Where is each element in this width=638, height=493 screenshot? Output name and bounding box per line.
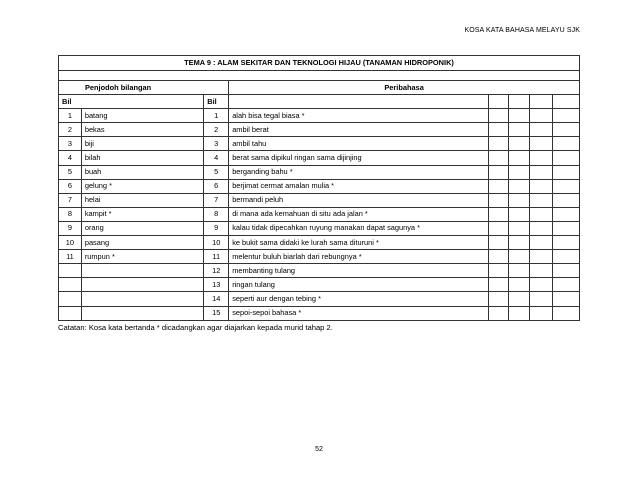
empty-cell: [552, 278, 579, 292]
table-row: [59, 306, 580, 320]
empty-cell: [552, 137, 579, 151]
peribahasa-text: alah bisa tegal biasa *: [229, 109, 488, 123]
table-row: [59, 250, 580, 264]
empty-cell: [530, 123, 553, 137]
table-row: [59, 165, 580, 179]
penjodoh-word: rumpun *: [81, 250, 203, 264]
peribahasa-text: ringan tulang: [229, 278, 488, 292]
table-row: [59, 207, 580, 221]
empty-cell: [488, 278, 509, 292]
empty-cell: [488, 221, 509, 235]
empty-cell: [552, 123, 579, 137]
page-header: KOSA KATA BAHASA MELAYU SJK: [464, 27, 580, 34]
penjodoh-word: bilah: [81, 151, 203, 165]
row-number-left: 7: [59, 193, 82, 207]
penjodoh-word: kampit *: [81, 207, 203, 221]
empty-cell: [509, 250, 530, 264]
table-row: [59, 137, 580, 151]
penjodoh-word: bekas: [81, 123, 203, 137]
row-number-right: 10: [204, 236, 229, 250]
penjodoh-word: [81, 306, 203, 320]
row-number-right: 11: [204, 250, 229, 264]
row-number-left: 4: [59, 151, 82, 165]
penjodoh-word: batang: [81, 109, 203, 123]
empty-cell: [552, 236, 579, 250]
penjodoh-word: [81, 264, 203, 278]
empty-cell: [509, 221, 530, 235]
peribahasa-text: membanting tulang: [229, 264, 488, 278]
table-row: [59, 278, 580, 292]
row-number-right: 15: [204, 306, 229, 320]
penjodoh-word: gelung *: [81, 179, 203, 193]
empty-cell: [488, 207, 509, 221]
empty-cell: [509, 109, 530, 123]
penjodoh-word: helai: [81, 193, 203, 207]
peribahasa-text: sepoi-sepoi bahasa *: [229, 306, 488, 320]
bil-header-left: Bil: [59, 95, 204, 109]
row-number-right: 2: [204, 123, 229, 137]
empty-header-cell: [229, 95, 488, 109]
empty-cell: [488, 193, 509, 207]
empty-cell: [509, 193, 530, 207]
empty-cell: [488, 151, 509, 165]
peribahasa-text: ambil berat: [229, 123, 488, 137]
empty-cell: [552, 109, 579, 123]
empty-cell: [552, 151, 579, 165]
peribahasa-text: berjimat cermat amalan mulia *: [229, 179, 488, 193]
empty-cell: [488, 179, 509, 193]
group-header-peribahasa: Peribahasa: [229, 81, 580, 95]
spacer-cell: [59, 71, 580, 81]
empty-cell: [530, 236, 553, 250]
empty-cell: [530, 221, 553, 235]
table-row: [59, 221, 580, 235]
vocabulary-table: [58, 55, 580, 321]
row-number-right: 3: [204, 137, 229, 151]
row-number-right: 9: [204, 221, 229, 235]
empty-cell: [509, 179, 530, 193]
empty-cell: [552, 306, 579, 320]
empty-cell: [509, 137, 530, 151]
empty-header-cell: [530, 95, 553, 109]
table-row: [59, 236, 580, 250]
row-number-left: [59, 292, 82, 306]
row-number-right: 6: [204, 179, 229, 193]
table-row: [59, 151, 580, 165]
empty-cell: [509, 207, 530, 221]
empty-cell: [509, 123, 530, 137]
penjodoh-word: pasang: [81, 236, 203, 250]
empty-header-cell: [509, 95, 530, 109]
peribahasa-text: berganding bahu *: [229, 165, 488, 179]
empty-cell: [530, 278, 553, 292]
table-row: [59, 193, 580, 207]
row-number-right: 7: [204, 193, 229, 207]
page-number: 52: [315, 446, 323, 453]
empty-cell: [488, 137, 509, 151]
row-number-left: 6: [59, 179, 82, 193]
row-number-left: 9: [59, 221, 82, 235]
penjodoh-word: buah: [81, 165, 203, 179]
empty-cell: [530, 137, 553, 151]
penjodoh-word: [81, 292, 203, 306]
row-number-right: 12: [204, 264, 229, 278]
empty-cell: [530, 165, 553, 179]
row-number-left: 2: [59, 123, 82, 137]
row-number-right: 14: [204, 292, 229, 306]
penjodoh-word: [81, 278, 203, 292]
empty-cell: [552, 193, 579, 207]
penjodoh-word: orang: [81, 221, 203, 235]
empty-cell: [488, 109, 509, 123]
empty-cell: [552, 250, 579, 264]
row-number-left: 10: [59, 236, 82, 250]
empty-cell: [530, 151, 553, 165]
empty-cell: [530, 193, 553, 207]
empty-cell: [552, 179, 579, 193]
row-number-left: [59, 278, 82, 292]
empty-cell: [509, 264, 530, 278]
row-number-left: 5: [59, 165, 82, 179]
bil-header-row: [59, 95, 580, 109]
empty-cell: [530, 292, 553, 306]
empty-cell: [552, 165, 579, 179]
empty-header-cell: [552, 95, 579, 109]
peribahasa-text: ambil tahu: [229, 137, 488, 151]
group-header-row: [59, 81, 580, 95]
empty-cell: [552, 264, 579, 278]
empty-cell: [530, 179, 553, 193]
row-number-right: 5: [204, 165, 229, 179]
peribahasa-text: seperti aur dengan tebing *: [229, 292, 488, 306]
empty-cell: [509, 306, 530, 320]
row-number-right: 4: [204, 151, 229, 165]
empty-cell: [530, 264, 553, 278]
peribahasa-text: melentur buluh biarlah dari rebungnya *: [229, 250, 488, 264]
table-title: TEMA 9 : ALAM SEKITAR DAN TEKNOLOGI HIJAU (TANAMAN HIDROPONIK): [59, 56, 580, 71]
row-number-right: 13: [204, 278, 229, 292]
group-header-penjodoh: Penjodoh bilangan: [59, 81, 229, 95]
empty-cell: [509, 292, 530, 306]
row-number-right: 8: [204, 207, 229, 221]
table-row: [59, 123, 580, 137]
empty-cell: [488, 264, 509, 278]
empty-cell: [488, 123, 509, 137]
table-row: [59, 264, 580, 278]
table-row: [59, 109, 580, 123]
peribahasa-text: di mana ada kemahuan di situ ada jalan *: [229, 207, 488, 221]
empty-cell: [552, 221, 579, 235]
empty-cell: [530, 109, 553, 123]
row-number-left: 1: [59, 109, 82, 123]
empty-cell: [509, 165, 530, 179]
empty-cell: [530, 207, 553, 221]
table-row: [59, 292, 580, 306]
empty-cell: [552, 292, 579, 306]
row-number-left: [59, 306, 82, 320]
row-number-left: 8: [59, 207, 82, 221]
bil-header-right: Bil: [204, 95, 229, 109]
row-number-left: [59, 264, 82, 278]
empty-cell: [509, 151, 530, 165]
row-number-right: 1: [204, 109, 229, 123]
spacer-row: [59, 71, 580, 81]
footnote: Catatan: Kosa kata bertanda * dicadangkan agar diajarkan kepada murid tahap 2.: [58, 323, 333, 332]
row-number-left: 11: [59, 250, 82, 264]
peribahasa-text: kalau tidak dipecahkan ruyung manakan dapat sagunya *: [229, 221, 488, 235]
peribahasa-text: berat sama dipikul ringan sama dijinjing: [229, 151, 488, 165]
empty-cell: [530, 250, 553, 264]
penjodoh-word: biji: [81, 137, 203, 151]
title-row: [59, 56, 580, 71]
empty-cell: [509, 236, 530, 250]
table-row: [59, 179, 580, 193]
row-number-left: 3: [59, 137, 82, 151]
peribahasa-text: bermandi peluh: [229, 193, 488, 207]
empty-cell: [488, 236, 509, 250]
empty-cell: [552, 207, 579, 221]
empty-cell: [509, 278, 530, 292]
empty-cell: [530, 306, 553, 320]
empty-cell: [488, 250, 509, 264]
empty-cell: [488, 306, 509, 320]
empty-cell: [488, 292, 509, 306]
peribahasa-text: ke bukit sama didaki ke lurah sama dituruni *: [229, 236, 488, 250]
empty-header-cell: [488, 95, 509, 109]
empty-cell: [488, 165, 509, 179]
